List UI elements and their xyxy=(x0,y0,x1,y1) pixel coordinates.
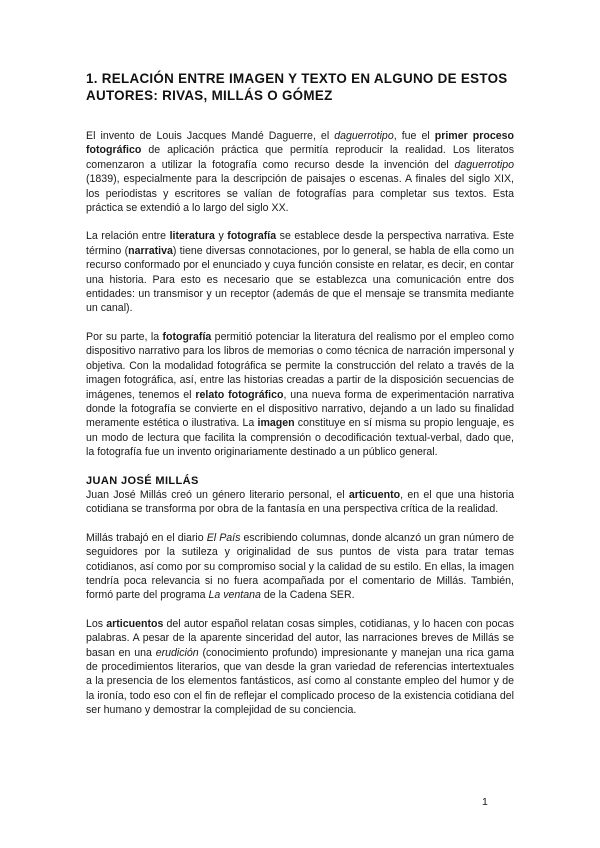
text-run: se establece desde la perspectiva narrativa. Este término ( xyxy=(86,230,514,257)
text-run: y xyxy=(214,230,228,243)
text-run: Por su parte, la xyxy=(86,330,163,343)
bold-term: articuento xyxy=(348,488,401,501)
paragraph-articuento xyxy=(86,488,514,517)
bold-term: primer proceso fotográfico xyxy=(86,130,514,157)
text-run: El invento de Louis Jacques Mandé Daguerre, el xyxy=(86,130,335,142)
text-run: La relación entre xyxy=(86,230,170,243)
text-run: constituye en sí misma su propio lenguaje, es un modo de lectura que facilita la comprensión o decodificación textual-verbal, dado que, la fotografía fue un invento originariamente destinado a un público general. xyxy=(86,417,514,459)
text-run: (conocimiento profundo) impresionante y manejan una rica gama de procedimientos literarios, que van desde la gran variedad de referencias intertextuales a la presencia de los elementos fantásticos, así como al constante empleo del humor y de la ironía, todo eso con el fin de reflejar el complicado proceso de la existencia cotidiana del ser humano y demostrar la complejidad de su conciencia. xyxy=(86,646,514,717)
text-run: Juan José Millás creó un género literario personal, el xyxy=(86,488,349,501)
text-run: de la Cadena SER. xyxy=(260,589,355,602)
text-run: de aplicación práctica que permitía reproducir la realidad. Los literatos comenzaron a utilizar la fotografía como recurso desde la invención del xyxy=(86,144,514,171)
bold-term: literatura xyxy=(169,230,215,243)
paragraph-el-pais xyxy=(86,531,514,603)
section-heading: 1. RELACIÓN ENTRE IMAGEN Y TEXTO EN ALGUNO DE ESTOS AUTORES: RIVAS, MILLÁS O GÓMEZ xyxy=(86,71,508,103)
bold-term: relato fotográfico xyxy=(195,388,284,401)
page-number: 1 xyxy=(482,796,488,808)
paragraph-literatura-fotografia xyxy=(86,229,514,315)
italic-term: El País xyxy=(206,531,241,544)
text-run: Los xyxy=(86,617,107,630)
author-subheading: JUAN JOSÉ MILLÁS xyxy=(86,474,199,487)
italic-term: daguerrotipo xyxy=(334,130,394,142)
bold-term: fotografía xyxy=(162,330,212,343)
bold-term: narrativa xyxy=(128,244,173,257)
paragraph-articuentos xyxy=(86,617,514,718)
italic-term: La ventana xyxy=(208,589,261,602)
text-run: Millás trabajó en el diario xyxy=(86,531,207,544)
bold-term: articuentos xyxy=(106,617,164,630)
text-run: , una nueva forma de experimentación narrativa donde la fotografía se convierte en el dispositivo narrativo, dejando a un lado su finalidad meramente estética o ilustrativa. La xyxy=(86,388,514,430)
bold-term: imagen xyxy=(257,417,295,430)
text-run: (1839), especialmente para la descripción de paisajes o escenas. A finales del siglo XIX, los periodistas y escritores se valían de fotografías para completar sus textos. Esta práctica se extendió a lo largo del siglo XX. xyxy=(86,173,514,215)
text-run: , en el que una historia cotidiana se transforma por obra de la fantasía en una perspectiva crítica de la realidad. xyxy=(86,488,514,516)
italic-term: erudición xyxy=(155,646,199,659)
page-content xyxy=(86,70,514,732)
text-run: , fue el xyxy=(393,130,435,142)
text-run: ) tiene diversas connotaciones, por lo general, se habla de ella como un recurso conformado por el enunciado y cuya función consiste en relatar, es decir, en contar una historia. Para esto es necesario que se establezca una comunicación entre dos entidades: un transmisor y un receptor (además de que el mensaje se transmita mediante un canal). xyxy=(86,244,514,315)
paragraph-relato-fotografico xyxy=(86,330,514,460)
italic-term: daguerrotipo xyxy=(454,158,514,171)
text-run: permitió potenciar la literatura del realismo por el empleo como dispositivo narrativo para los libros de memorias o como técnica de narración impersonal y objetiva. Con la modalidad fotográfica se permite la construcción del relato a través de la imagen fotográfica, así, entre las historias creadas a partir de la disposición secuencias de imágenes, tenemos el xyxy=(86,330,514,401)
bold-term: fotografía xyxy=(227,230,277,243)
paragraph-daguerrotipo xyxy=(86,129,514,215)
text-run: del autor español relatan cosas simples, cotidianas, y lo hacen con pocas palabras. A pesar de la aparente sinceridad del autor, las narraciones breves de Millás se basan en una xyxy=(86,617,514,659)
text-run: escribiendo columnas, donde alcanzó un gran número de seguidores por la sutileza y originalidad de sus puntos de vista para tratar temas cotidianos, así como por su compromiso social y la calidad de su estilo. En ellas, la imagen tendría poca relevancia si no fuera acompañada por el comentario de Millás. También, formó parte del programa xyxy=(86,531,515,602)
